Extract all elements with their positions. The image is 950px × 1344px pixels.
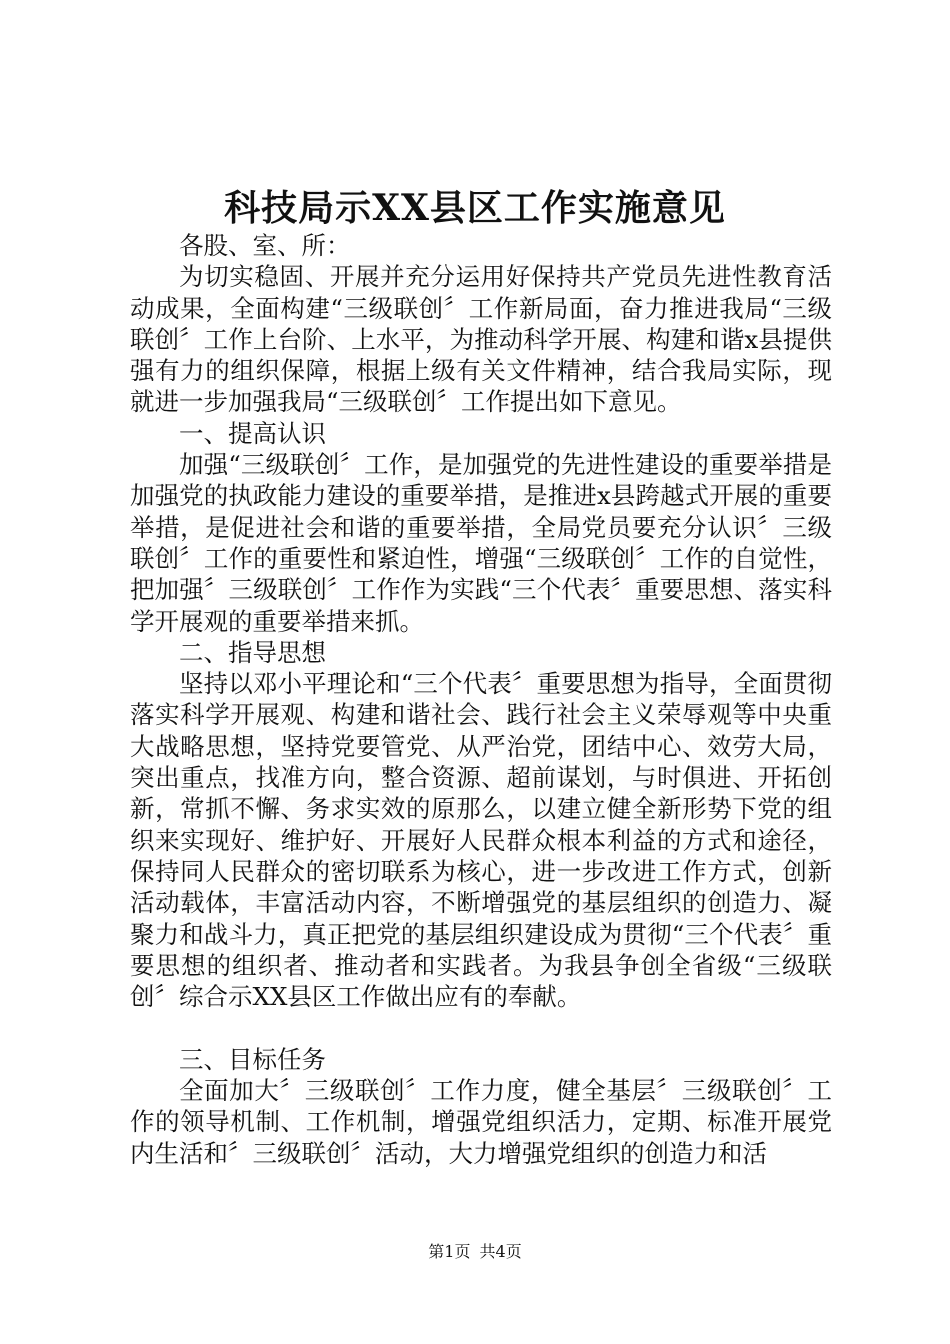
salutation: 各股、室、所： [179, 231, 351, 260]
intro-paragraph: 为切实稳固、开展并充分运用好保持共产党员先进性教育活动成果，全面构建“三级联创〞工作新局面，奋力推进我局“三级联创〞工作上台阶、上水平，为推动科学开展、构建和谐x县提供强有力的组织保障，根据上级有关文件精神，结合我局实际，现就进一步加强我局“三级联创〞工作提出如下意见。 [130, 262, 832, 417]
section-body-1: 加强“三级联创〞工作，是加强党的先进性建设的重要举措是加强党的执政能力建设的重要举措，是推进x县跨越式开展的重要举措，是促进社会和谐的重要举措，全局党员要充分认识〞三级联创〞工作的重要性和紧迫性，增强“三级联创〞工作的自觉性，把加强〞三级联创〞工作作为实践“三个代表〞重要思想、落实科学开展观的重要举措来抓。 [130, 450, 832, 636]
section-body-3: 全面加大〞三级联创〞工作力度，健全基层〞三级联创〞工作的领导机制、工作机制，增强党组织活力，定期、标准开展党内生活和〞三级联创〞活动，大力增强党组织的创造力和活 [130, 1076, 832, 1168]
page-total: 共4页 [479, 1242, 522, 1261]
paragraph-spacer [130, 1012, 832, 1043]
section-heading-3: 三、目标任务 [179, 1044, 326, 1074]
section-body-2: 坚持以邓小平理论和“三个代表〞重要思想为指导，全面贯彻落实科学开展观、构建和谐社会、践行社会主义荣辱观等中央重大战略思想，坚持党要管党、从严治党，团结中心、效劳大局，突出重点，找准方向，整合资源、超前谋划，与时俱进、开拓创新，常抓不懈、务求实效的原那么，以建立健全新形势下党的组织来实现好、维护好、开展好人民群众根本利益的方式和途径，保持同人民群众的密切联系为核心，进一步改进工作方式，创新活动载体，丰富活动内容，不断增强党的基层组织的创造力、凝聚力和战斗力，真正把党的基层组织建设成为贯彻“三个代表〞重要思想的组织者、推动者和实践者。为我县争创全省级“三级联创〞综合示XX县区工作做出应有的奉献。 [130, 669, 832, 1012]
section-heading-1: 一、提高认识 [179, 418, 326, 448]
document-body [130, 230, 832, 1169]
page-number: 第1页 [428, 1242, 471, 1261]
section-heading-2: 二、指导思想 [179, 637, 326, 667]
document-title: 科技局示XX县区工作实施意见 [224, 187, 726, 229]
page-footer [0, 1241, 950, 1263]
